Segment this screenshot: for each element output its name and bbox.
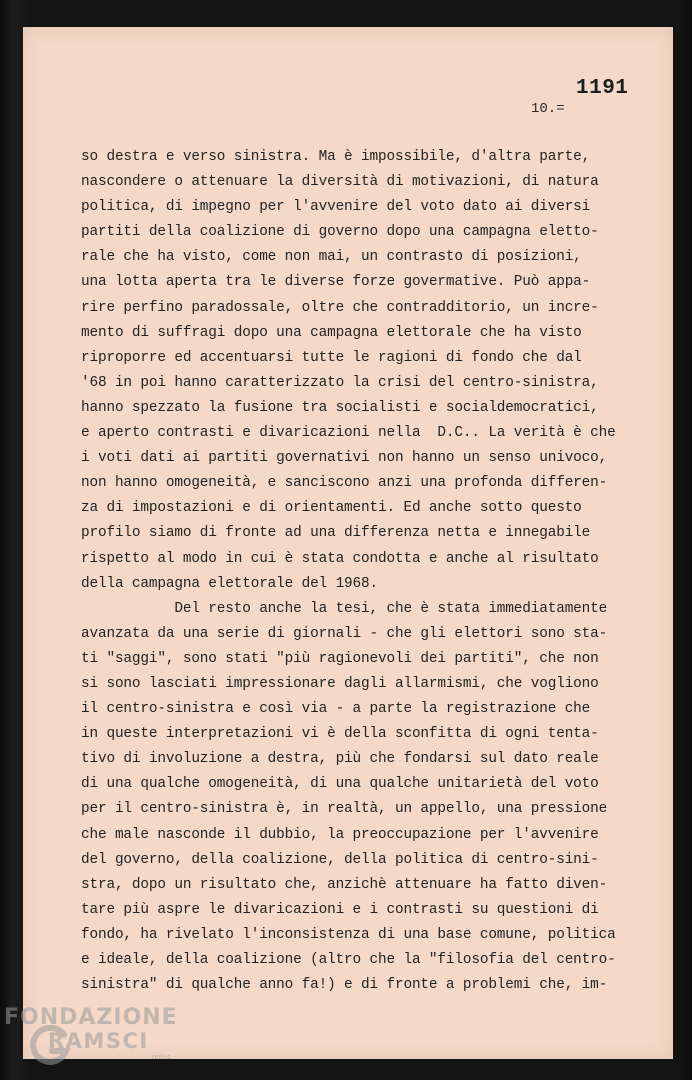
text-line: avanzata da una serie di giornali - che gli elettori sono sta-	[81, 625, 608, 642]
text-line: che male nasconde il dubbio, la preoccupazione per l'avvenire	[81, 826, 599, 843]
text-line: i voti dati ai partiti governativi non hanno un senso univoco,	[81, 450, 608, 467]
watermark-line1: FONDAZIONE	[4, 1005, 178, 1030]
sheet-number: 1191	[576, 77, 629, 100]
text-line: non hanno omogeneità, e sanciscono anzi una profonda differen-	[81, 475, 608, 492]
text-line: della campagna elettorale del 1968.	[81, 575, 379, 592]
text-line: e aperto contrasti e divaricazioni nella D.C.. La verità è che	[81, 425, 616, 442]
text-line: partiti della coalizione di governo dopo una campagna eletto-	[81, 224, 599, 241]
document-page	[23, 27, 673, 1059]
text-line: di una qualche omogeneità, di una qualche unitarietà del voto	[81, 776, 599, 793]
text-line: so destra e verso sinistra. Ma è impossibile, d'altra parte,	[81, 149, 591, 165]
text-line: Del resto anche la tesi, che è stata immediatamente	[81, 600, 608, 617]
text-line: rire perfino paradossale, oltre che contradditorio, un incre-	[81, 299, 599, 316]
text-line: profilo siamo di fronte ad una differenza netta e innegabile	[81, 525, 591, 542]
text-line: tare più aspre le divaricazioni e i contrasti su questioni di	[81, 901, 599, 918]
text-line: politica, di impegno per l'avvenire del voto dato ai diversi	[81, 199, 591, 216]
text-line: rispetto al modo in cui è stata condotta e anche al risultato	[81, 550, 599, 567]
text-line: nascondere o attenuare la diversità di motivazioni, di natura	[81, 174, 599, 191]
text-line: tivo di involuzione a destra, più che fondarsi sul dato reale	[81, 751, 599, 768]
text-line: fondo, ha rivelato l'inconsistenza di una base comune, politica	[81, 926, 616, 943]
text-line: il centro-sinistra e così via - a parte la registrazione che	[81, 701, 591, 718]
text-line: '68 in poi hanno caratterizzato la crisi del centro-sinistra,	[81, 374, 599, 391]
text-line: za di impostazioni e di orientamenti. Ed anche sotto questo	[81, 500, 582, 517]
text-line: si sono lasciati impressionare dagli allarmismi, che vogliono	[81, 675, 599, 692]
text-line: ti "saggi", sono stati "più ragionevoli dei partiti", che non	[81, 650, 599, 667]
text-line: per il centro-sinistra è, in realtà, un appello, una pressione	[81, 801, 608, 818]
page-marker: 10.=	[531, 101, 565, 117]
text-line: del governo, della coalizione, della politica di centro-sini-	[81, 851, 599, 868]
watermark-line2: RAMSCI	[48, 1029, 149, 1053]
text-line: e ideale, della coalizione (altro che la "filosofia del centro-	[81, 952, 616, 968]
fondazione-gramsci-watermark	[4, 1005, 204, 1075]
text-line: stra, dopo un risultato che, anzichè attenuare ha fatto diven-	[81, 876, 608, 893]
typewritten-body	[81, 145, 641, 998]
text-line: sinistra" di qualche anno fa!) e di fronte a problemi che, im-	[81, 977, 608, 994]
watermark-suffix: onlus	[152, 1053, 171, 1061]
text-line: rale che ha visto, come non mai, un contrasto di posizioni,	[81, 249, 582, 266]
text-line: una lotta aperta tra le diverse forze govermative. Può appa-	[81, 274, 591, 291]
text-line: riproporre ed accentuarsi tutte le ragioni di fondo che dal	[81, 349, 582, 366]
text-line: hanno spezzato la fusione tra socialisti e socialdemocratici,	[81, 399, 599, 416]
text-line: in queste interpretazioni vi è della sconfitta di ogni tenta-	[81, 726, 599, 743]
text-line: mento di suffragi dopo una campagna elettorale che ha visto	[81, 324, 582, 341]
